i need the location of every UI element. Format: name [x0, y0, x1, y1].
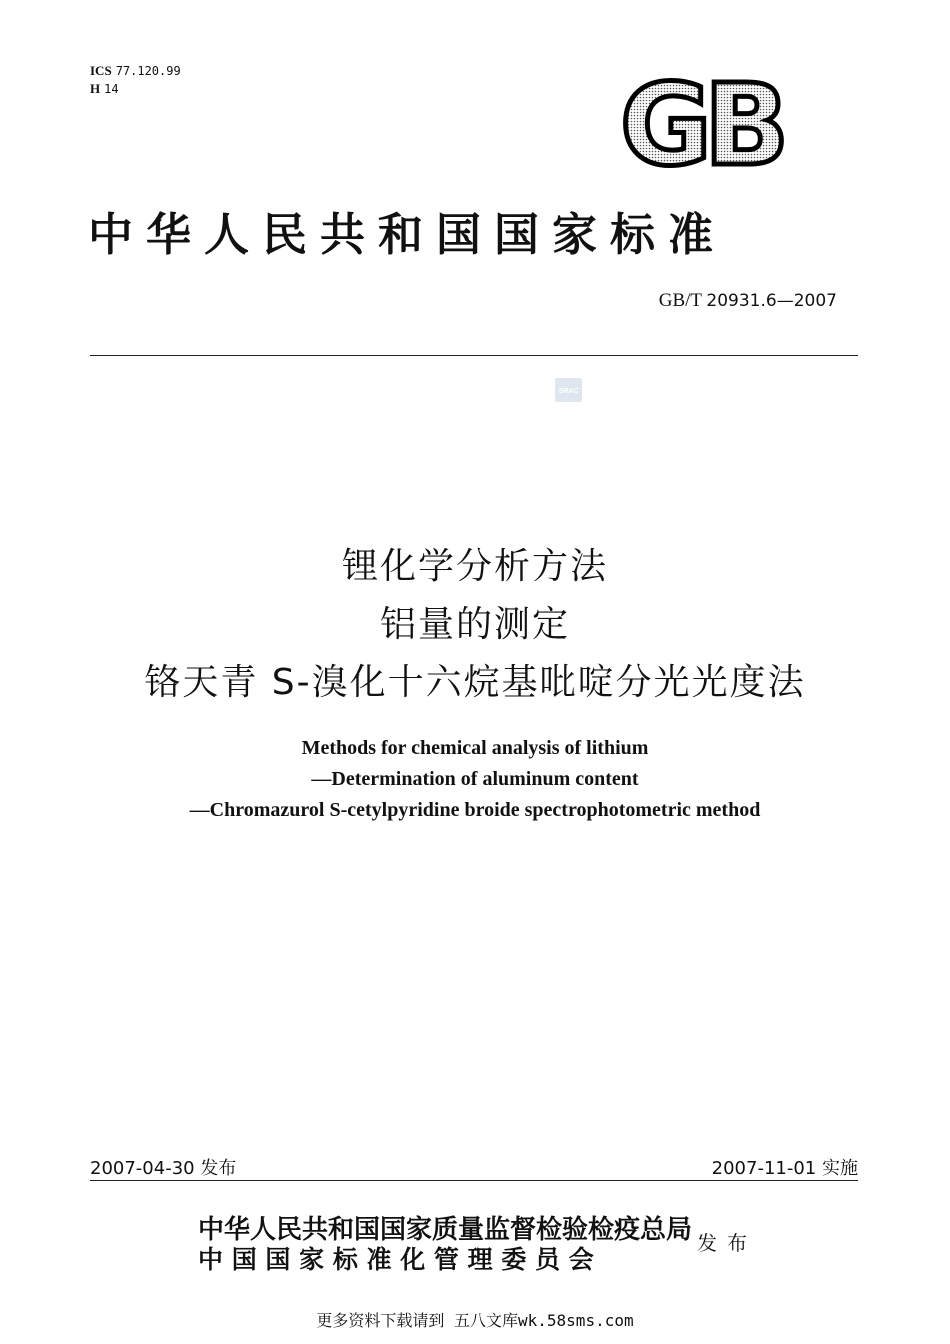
ccs-value: 14 — [104, 82, 119, 96]
issuer-aqsiq: 中华人民共和国国家质量监督检验检疫总局 — [198, 1215, 693, 1245]
national-standard-title: 中华人民共和国国家标准 — [88, 208, 727, 261]
ccs-code — [90, 80, 181, 98]
standard-number-value: 20931.6—2007 — [706, 291, 837, 311]
gb-logo — [618, 72, 808, 172]
publish-label: 发布 — [697, 1231, 757, 1255]
title-cn-line2: 铝量的测定 — [379, 604, 570, 645]
issuer-sac: 中 国 国 家 标 准 化 管 理 委 员 会 — [198, 1245, 594, 1274]
title-en-line3: —Chromazurol S-cetylpyridine broide spectrophotometric method — [189, 799, 761, 821]
title-en-line1: Methods for chemical analysis of lithium — [301, 737, 649, 759]
bottom-divider — [90, 1180, 858, 1181]
title-en-line2: —Determination of aluminum content — [311, 768, 639, 790]
top-divider — [90, 355, 858, 356]
ics-code — [90, 62, 181, 80]
title-cn-line1: 锂化学分析方法 — [341, 546, 608, 587]
gb-logo-text: GB — [620, 72, 782, 172]
classification-codes — [90, 62, 181, 98]
standard-number — [659, 290, 837, 312]
ics-label: ICS — [90, 63, 112, 78]
issue-date: 2007-04-30 发布 — [90, 1158, 237, 1179]
srac-watermark-text: SRAC — [558, 388, 579, 395]
srac-watermark — [555, 378, 582, 402]
ccs-label: H — [90, 81, 101, 96]
ics-value: 77.120.99 — [115, 64, 181, 78]
standard-number-prefix: GB/T — [658, 290, 702, 311]
title-cn-line3: 铬天青 S-溴化十六烷基吡啶分光光度法 — [144, 662, 806, 703]
implementation-date: 2007-11-01 实施 — [711, 1158, 858, 1179]
footer-download-note: 更多资料下载请到 五八文库wk.58sms.com — [316, 1311, 634, 1330]
